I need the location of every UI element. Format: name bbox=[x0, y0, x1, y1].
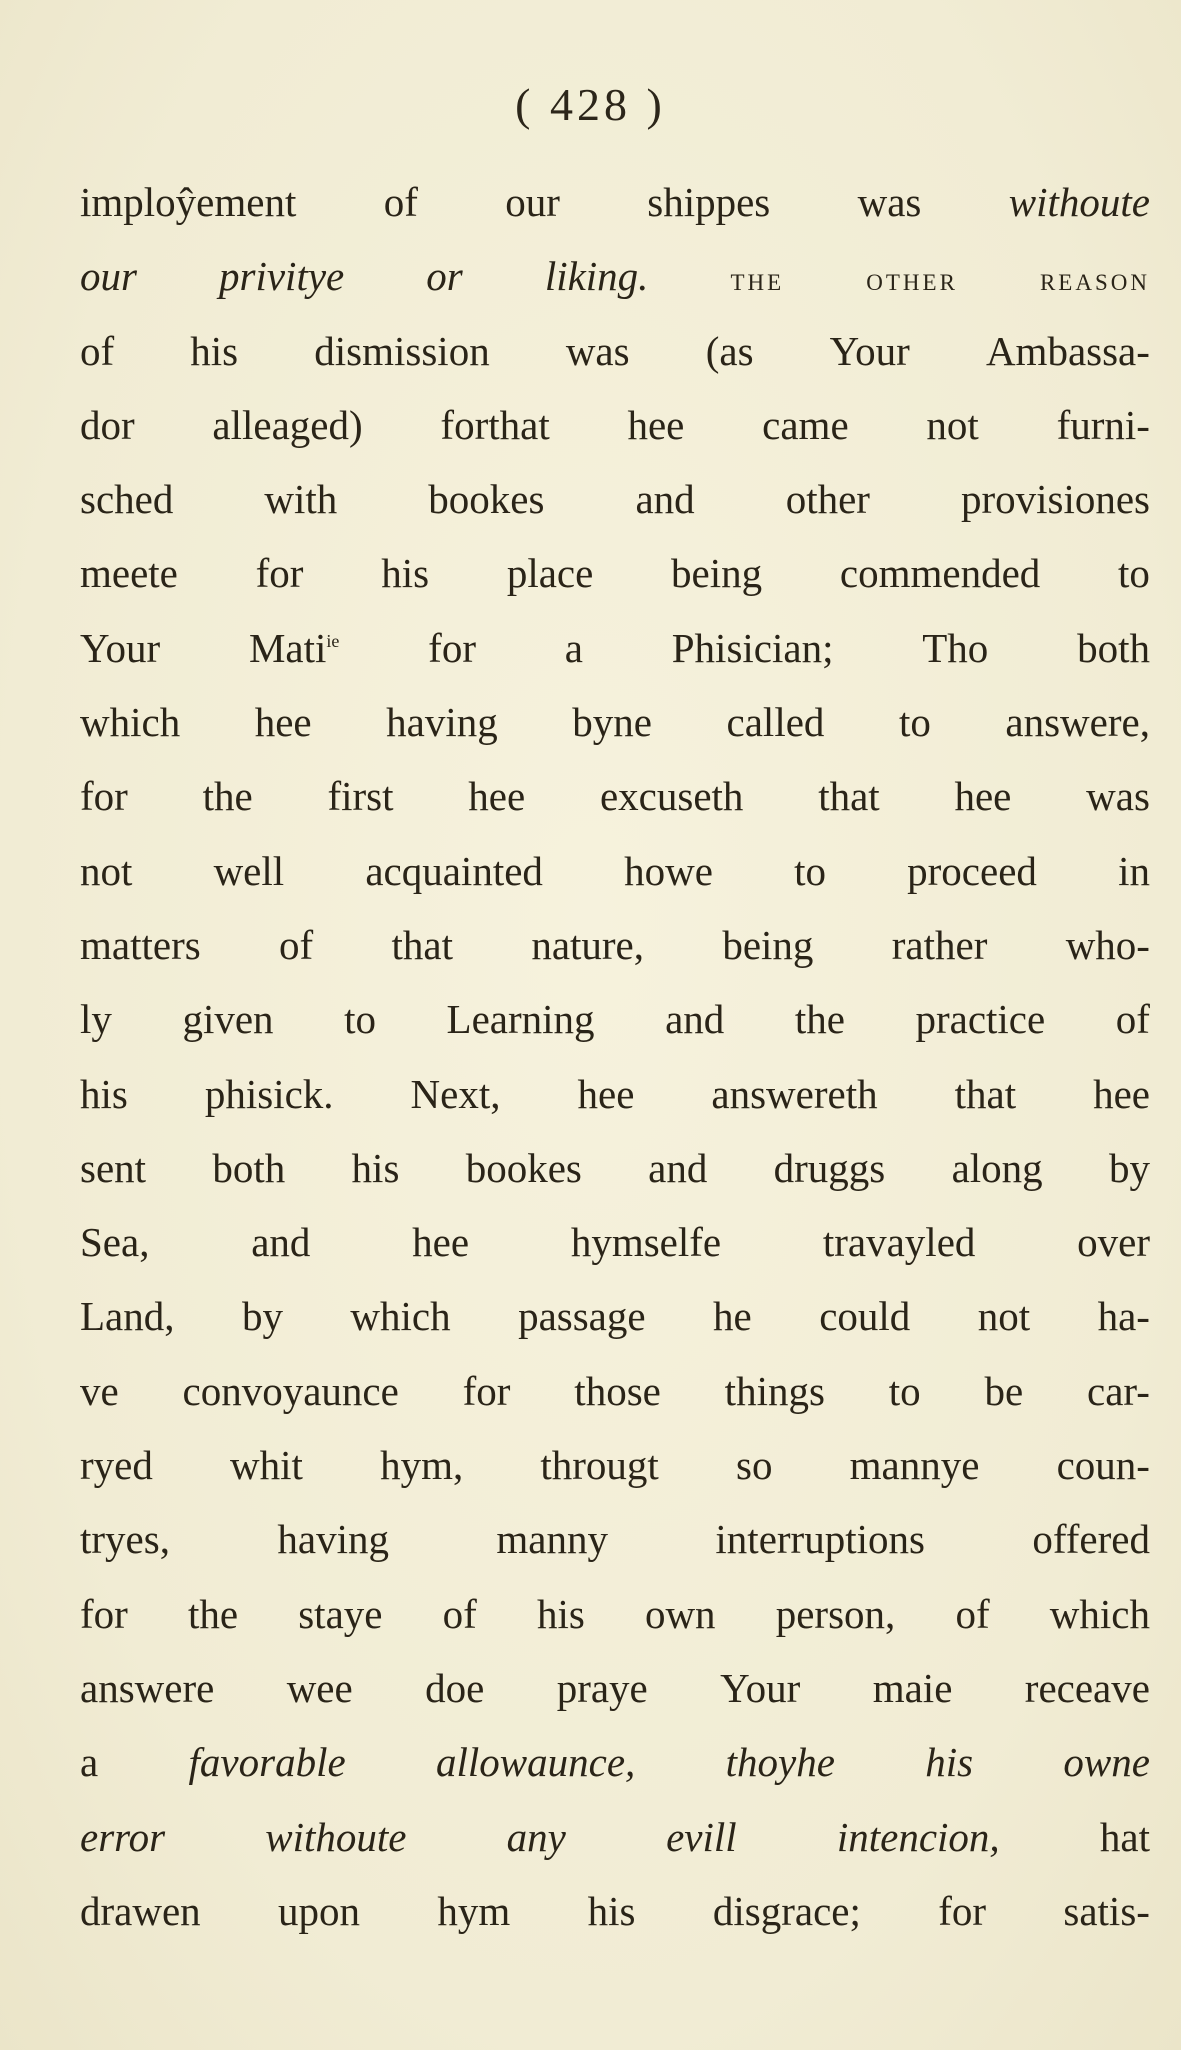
small-caps-word: REASON bbox=[1039, 270, 1150, 296]
word: excuseth bbox=[599, 773, 744, 820]
word: came bbox=[762, 401, 849, 448]
word: for bbox=[80, 773, 128, 820]
word: ryed bbox=[80, 1442, 153, 1489]
word: bookes bbox=[465, 1144, 582, 1191]
word: hym, bbox=[380, 1442, 464, 1489]
word-with-superscript: Matiie bbox=[249, 611, 339, 685]
word: matters bbox=[80, 921, 201, 968]
word: was bbox=[1086, 773, 1150, 820]
word: the bbox=[187, 1590, 239, 1637]
word: praye bbox=[556, 1664, 648, 1711]
word: which bbox=[1049, 1590, 1150, 1637]
word: who- bbox=[1065, 921, 1150, 968]
word: hat bbox=[1099, 1813, 1150, 1860]
word: was bbox=[565, 327, 630, 374]
word: was bbox=[857, 179, 922, 225]
word: car- bbox=[1087, 1367, 1150, 1414]
word: Ambassa- bbox=[985, 327, 1150, 374]
word: bookes bbox=[428, 476, 545, 523]
word: drawen bbox=[80, 1887, 201, 1934]
word: answere bbox=[80, 1664, 215, 1711]
word: alleaged) bbox=[212, 401, 363, 448]
word: disgrace; bbox=[712, 1887, 861, 1934]
word: not bbox=[80, 847, 133, 894]
word: over bbox=[1077, 1219, 1150, 1266]
word: shippes bbox=[647, 179, 771, 225]
word: convoyaunce bbox=[182, 1367, 399, 1414]
text-line bbox=[80, 1131, 1150, 1205]
word: sched bbox=[80, 476, 174, 523]
word: being bbox=[722, 921, 814, 968]
word: answere, bbox=[1005, 699, 1150, 746]
text-line bbox=[80, 1279, 1150, 1353]
word: practice bbox=[915, 996, 1046, 1043]
italic-word: withoute bbox=[265, 1813, 407, 1860]
word: whit bbox=[230, 1442, 303, 1489]
word: first bbox=[327, 773, 394, 820]
word: both bbox=[212, 1144, 286, 1191]
text-line bbox=[80, 1651, 1150, 1725]
word: offered bbox=[1032, 1516, 1150, 1563]
small-caps-word: THE bbox=[730, 270, 785, 296]
word: travayled bbox=[822, 1219, 976, 1266]
italic-word: liking. bbox=[544, 253, 649, 300]
word: our bbox=[505, 179, 560, 225]
word: meete bbox=[80, 550, 178, 597]
word: coun- bbox=[1056, 1442, 1150, 1489]
text-line bbox=[80, 759, 1150, 833]
word: things bbox=[724, 1367, 825, 1414]
word: and bbox=[635, 476, 695, 523]
word: so bbox=[735, 1442, 773, 1489]
word: Mati bbox=[248, 624, 327, 671]
word: througt bbox=[540, 1442, 659, 1489]
word: that bbox=[818, 773, 880, 820]
word: and bbox=[251, 1219, 311, 1266]
word: hee bbox=[954, 773, 1012, 820]
word: manny bbox=[496, 1516, 608, 1563]
word: hee bbox=[1093, 1070, 1150, 1117]
text-line bbox=[80, 1874, 1150, 1948]
text-line bbox=[80, 462, 1150, 536]
text-line bbox=[80, 1354, 1150, 1428]
word: for bbox=[938, 1887, 987, 1934]
word: which bbox=[80, 699, 181, 746]
word: not bbox=[977, 1293, 1031, 1340]
word: receave bbox=[1024, 1664, 1150, 1711]
word: Your bbox=[829, 327, 910, 374]
word: by bbox=[241, 1293, 283, 1340]
word: satis- bbox=[1063, 1887, 1150, 1934]
word: those bbox=[574, 1367, 661, 1414]
word: in bbox=[1118, 847, 1150, 894]
word: acquainted bbox=[365, 847, 543, 894]
word: commended bbox=[839, 550, 1041, 597]
word: the bbox=[794, 996, 845, 1043]
word: (as bbox=[705, 327, 754, 374]
text-line bbox=[80, 314, 1150, 388]
word: howe bbox=[624, 847, 713, 894]
word: upon bbox=[278, 1887, 361, 1934]
word: for bbox=[80, 1590, 128, 1637]
word: hee bbox=[412, 1219, 470, 1266]
word: his bbox=[536, 1590, 585, 1637]
italic-word: evill bbox=[666, 1813, 737, 1860]
word: Your bbox=[720, 1664, 801, 1711]
word: which bbox=[350, 1293, 451, 1340]
word: hee bbox=[468, 773, 526, 820]
word: well bbox=[213, 847, 285, 894]
italic-word: privitye bbox=[219, 253, 345, 300]
word: interruptions bbox=[715, 1516, 925, 1563]
word: having bbox=[386, 699, 498, 746]
word: druggs bbox=[773, 1144, 886, 1191]
word: to bbox=[344, 996, 376, 1043]
body-text bbox=[80, 165, 1150, 1948]
word: provisiones bbox=[960, 476, 1150, 523]
word: own bbox=[644, 1590, 716, 1637]
italic-word: or bbox=[426, 253, 463, 300]
word: sent bbox=[80, 1144, 147, 1191]
word: of bbox=[955, 1590, 990, 1637]
word: imploŷement bbox=[80, 179, 297, 225]
word: ha- bbox=[1097, 1293, 1150, 1340]
word: that bbox=[391, 921, 453, 968]
text-line bbox=[80, 611, 1150, 685]
word: byne bbox=[572, 699, 652, 746]
word: dismission bbox=[314, 327, 490, 374]
text-line bbox=[80, 239, 1150, 313]
word: of bbox=[80, 327, 115, 374]
word: hee bbox=[627, 401, 685, 448]
text-line bbox=[80, 1502, 1150, 1576]
word: of bbox=[1115, 996, 1150, 1043]
italic-word: his bbox=[925, 1739, 974, 1786]
word: maie bbox=[872, 1664, 953, 1711]
word: ly bbox=[80, 996, 112, 1043]
word: mannye bbox=[849, 1442, 980, 1489]
small-caps-word: OTHER bbox=[866, 270, 958, 296]
page-number: ( 428 ) bbox=[515, 79, 666, 130]
word: forthat bbox=[440, 401, 550, 448]
word: ve bbox=[80, 1367, 119, 1414]
word: person, bbox=[775, 1590, 896, 1637]
italic-word: allowaunce, bbox=[436, 1739, 636, 1786]
word: tryes, bbox=[80, 1516, 170, 1563]
word: his bbox=[190, 327, 239, 374]
text-line bbox=[80, 1725, 1150, 1799]
word: his bbox=[351, 1144, 400, 1191]
word: rather bbox=[891, 921, 988, 968]
word: Tho bbox=[922, 624, 989, 671]
word: for bbox=[462, 1367, 511, 1414]
word: by bbox=[1108, 1144, 1150, 1191]
word: other bbox=[785, 476, 870, 523]
word: Learning bbox=[446, 996, 595, 1043]
word: his bbox=[587, 1887, 636, 1934]
word: hee bbox=[254, 699, 312, 746]
word: wee bbox=[286, 1664, 353, 1711]
word: be bbox=[984, 1367, 1024, 1414]
word: a bbox=[80, 1739, 99, 1786]
word: having bbox=[277, 1516, 389, 1563]
word: along bbox=[951, 1144, 1043, 1191]
word: furni- bbox=[1056, 401, 1150, 448]
word: and bbox=[648, 1144, 708, 1191]
word: for bbox=[255, 550, 304, 597]
word: Land, bbox=[80, 1293, 175, 1340]
text-line bbox=[80, 1205, 1150, 1279]
italic-word: withoute bbox=[1008, 179, 1150, 225]
word: of bbox=[279, 921, 314, 968]
word: to bbox=[1118, 550, 1150, 597]
word: doe bbox=[425, 1664, 485, 1711]
word: given bbox=[182, 996, 274, 1043]
italic-word: owne bbox=[1063, 1739, 1150, 1786]
word: hym bbox=[437, 1887, 511, 1934]
word: his bbox=[381, 550, 430, 597]
word: to bbox=[898, 699, 931, 746]
word: Phisician; bbox=[671, 624, 834, 671]
italic-word: intencion, bbox=[836, 1813, 1000, 1860]
word: to bbox=[888, 1367, 921, 1414]
word: his bbox=[80, 1070, 128, 1117]
word: Next, bbox=[410, 1070, 501, 1117]
word: place bbox=[506, 550, 594, 597]
word: proceed bbox=[907, 847, 1037, 894]
italic-word: thoyhe bbox=[725, 1739, 835, 1786]
word: hee bbox=[577, 1070, 635, 1117]
text-line bbox=[80, 536, 1150, 610]
italic-word: any bbox=[506, 1813, 566, 1860]
word: being bbox=[671, 550, 763, 597]
word: the bbox=[202, 773, 253, 820]
word: not bbox=[926, 401, 979, 448]
word: to bbox=[794, 847, 826, 894]
word: he bbox=[713, 1293, 752, 1340]
word: that bbox=[954, 1070, 1017, 1117]
word: answereth bbox=[711, 1070, 878, 1117]
word: Your bbox=[80, 624, 161, 671]
text-line bbox=[80, 685, 1150, 759]
word: both bbox=[1077, 624, 1150, 671]
word: called bbox=[726, 699, 825, 746]
text-line bbox=[80, 908, 1150, 982]
text-line bbox=[80, 1800, 1150, 1874]
text-line bbox=[80, 1577, 1150, 1651]
italic-word: our bbox=[80, 253, 137, 300]
word: passage bbox=[518, 1293, 646, 1340]
word: of bbox=[383, 179, 418, 225]
italic-word: favorable bbox=[188, 1739, 346, 1786]
word: hymselfe bbox=[570, 1219, 722, 1266]
word: phisick. bbox=[204, 1070, 334, 1117]
text-line bbox=[80, 388, 1150, 462]
word: for bbox=[428, 624, 476, 671]
italic-word: error bbox=[80, 1813, 166, 1860]
word: could bbox=[819, 1293, 911, 1340]
word: Sea, bbox=[80, 1219, 150, 1266]
word: with bbox=[264, 476, 338, 523]
word: a bbox=[564, 624, 583, 671]
word: and bbox=[665, 996, 725, 1043]
text-line bbox=[80, 982, 1150, 1056]
word: dor bbox=[80, 401, 135, 448]
text-line bbox=[80, 1057, 1150, 1131]
text-line bbox=[80, 834, 1150, 908]
word: of bbox=[442, 1590, 477, 1637]
word: nature, bbox=[531, 921, 645, 968]
text-line bbox=[80, 165, 1150, 239]
word: staye bbox=[298, 1590, 383, 1637]
text-line bbox=[80, 1428, 1150, 1502]
